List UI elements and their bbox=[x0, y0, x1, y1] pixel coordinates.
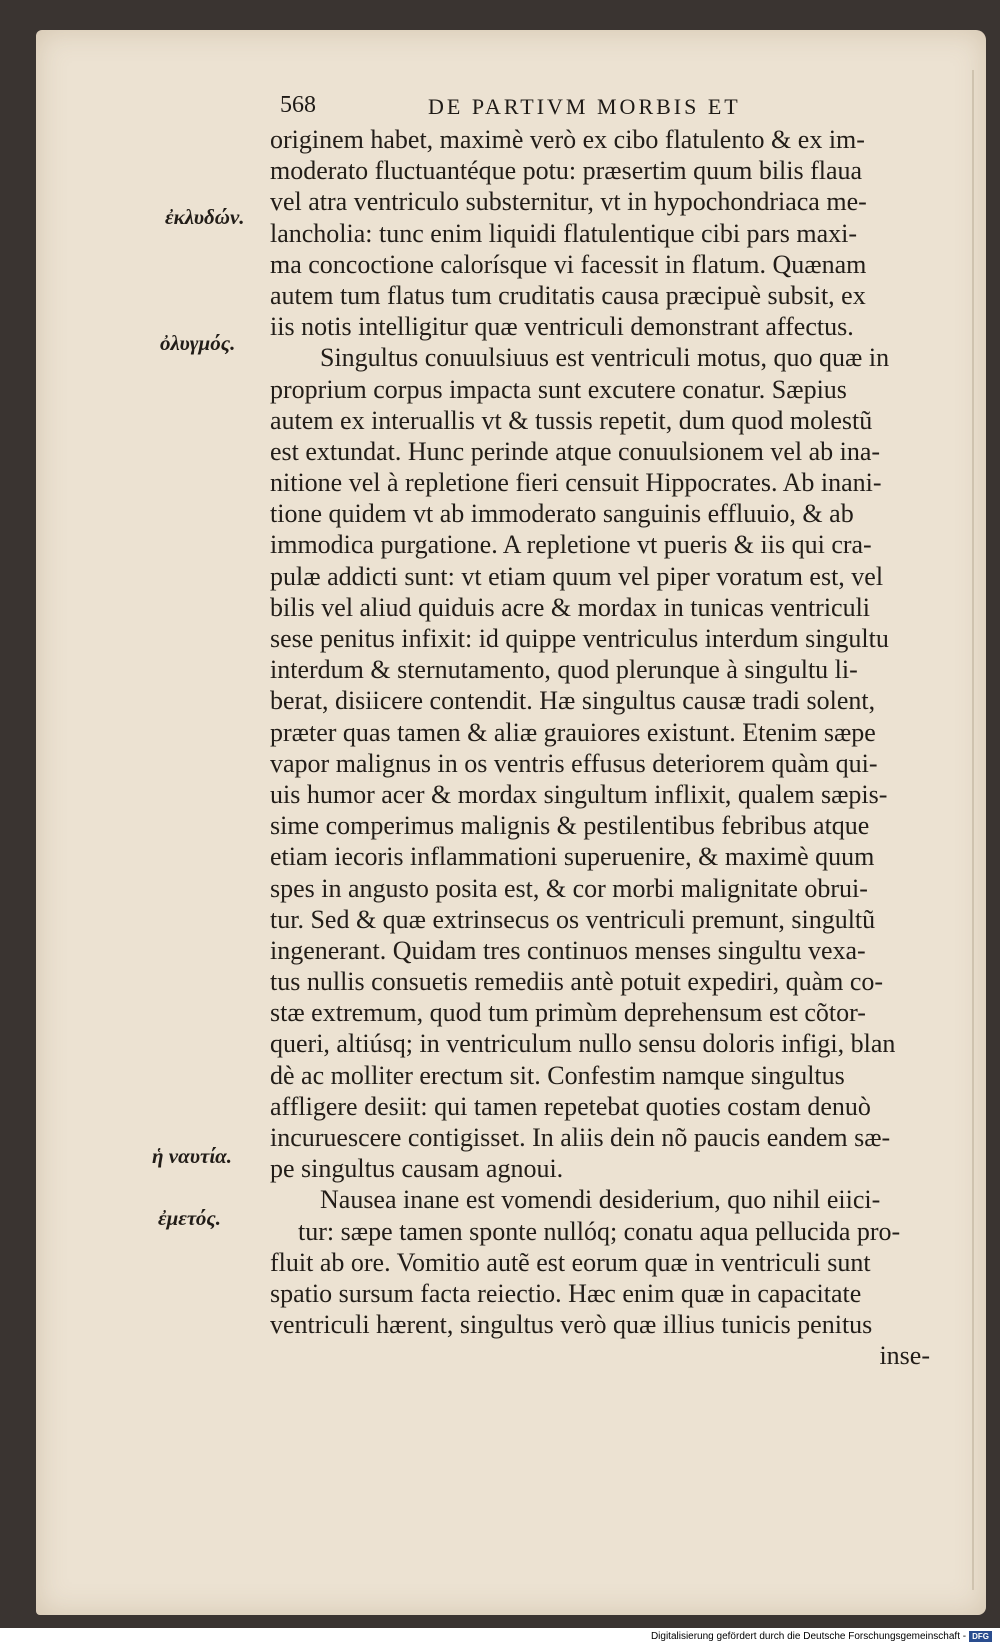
text-line: est extundat. Hunc perinde atque conuulsionem vel ab ina- bbox=[270, 436, 881, 466]
margin-note-nausea: ἡ ναυτία. bbox=[152, 1144, 233, 1168]
text-line: affligere desiit: qui tamen repetebat quoties costam denuò bbox=[270, 1091, 871, 1121]
page-number: 568 bbox=[280, 92, 316, 118]
text-line: fluit ab ore. Vomitio autẽ est eorum quæ in ventriculi sunt bbox=[270, 1247, 871, 1277]
text-line: Nausea inane est vomendi desiderium, quo nihil eiici- bbox=[320, 1185, 881, 1215]
text-line: tur. Sed & quæ extrinsecus os ventriculi premunt, singultũ bbox=[270, 904, 876, 934]
catchword: inse- bbox=[879, 1341, 930, 1371]
digitization-footer bbox=[651, 1629, 992, 1643]
text-line: spes in angusto posita est, & cor morbi malignitate obrui- bbox=[270, 873, 868, 903]
text-line: pulæ addicti sunt: vt etiam quum vel piper voratum est, vel bbox=[270, 561, 884, 591]
text-line: iis notis intelligitur quæ ventriculi demonstrant affectus. bbox=[270, 312, 854, 342]
footer-text: Digitalisierung gefördert durch die Deutsche Forschungsgemeinschaft - bbox=[650, 1630, 967, 1642]
text-line: queri, altiúsq; in ventriculum nullo sensu doloris infigi, blan bbox=[270, 1029, 896, 1059]
text-line: sese penitus infixit: id quippe ventriculus interdum singultu bbox=[270, 624, 889, 653]
text-line: spatio sursum facta reiectio. Hæc enim quæ in capacitate bbox=[270, 1278, 862, 1308]
text-line: dè ac molliter erectum sit. Confestim namque singultus bbox=[270, 1060, 845, 1090]
text-line: pe singultus causam agnoui. bbox=[270, 1154, 564, 1184]
text-line: moderato fluctuantéque potu: præsertim quum bilis flaua bbox=[270, 156, 863, 186]
margin-note-olygmos: ὀλυγμός. bbox=[160, 331, 236, 355]
dfg-logo: DFG bbox=[969, 1631, 992, 1642]
text-line: vel atra ventriculo substernitur, vt in hypochondriaca me- bbox=[270, 187, 867, 217]
text-line: autem tum flatus tum cruditatis causa præcipuè subsit, ex bbox=[270, 280, 866, 310]
page-edge bbox=[972, 70, 974, 1590]
text-line: incuruescere contigisset. In aliis dein nõ paucis eandem sæ- bbox=[270, 1123, 891, 1152]
text-line: tur: sæpe tamen sponte nullóq; conatu aqua pellucida pro- bbox=[298, 1216, 901, 1246]
text-line: originem habet, maximè verò ex cibo flatulento & ex im- bbox=[270, 125, 865, 154]
text-line: etiam iecoris inflammationi superuenire, & maximè quum bbox=[270, 842, 875, 872]
text-line: stæ extremum, quod tum primùm deprehensum est cõtor- bbox=[270, 998, 866, 1028]
running-head bbox=[280, 92, 920, 122]
running-title: DE PARTIVM MORBIS ET bbox=[428, 94, 741, 119]
margin-note-emetos: ἐμετός. bbox=[158, 1206, 222, 1230]
text-line: berat, disiicere contendit. Hæ singultus causæ tradi solent, bbox=[270, 686, 876, 716]
text-line: præter quas tamen & aliæ grauiores existunt. Etenim sæpe bbox=[270, 717, 876, 747]
text-line: immodica purgatione. A repletione vt pueris & iis qui cra- bbox=[270, 530, 872, 560]
text-line: uis humor acer & mordax singultum inflixit, qualem sæpis- bbox=[270, 779, 888, 809]
text-line: ingenerant. Quidam tres continuos menses singultu vexa- bbox=[270, 935, 866, 965]
text-line: proprium corpus impacta sunt excutere conatur. Sæpius bbox=[270, 374, 847, 404]
text-line: ma concoctione calorísque vi facessit in flatum. Quænam bbox=[270, 249, 867, 279]
text-line: nitione vel à repletione fieri censuit Hippocrates. Ab inani- bbox=[270, 468, 882, 498]
margin-note-ekludon: ἐκλυδών. bbox=[165, 205, 245, 229]
text-line: lancholia: tunc enim liquidi flatulentique cibi pars maxi- bbox=[270, 218, 858, 248]
text-line: autem ex interuallis vt & tussis repetit, dum quod molestũ bbox=[270, 405, 873, 435]
text-line: vapor malignus in os ventris effusus deteriorem quàm qui- bbox=[270, 748, 878, 778]
text-line: bilis vel aliud quiduis acre & mordax in tunicas ventriculi bbox=[270, 592, 871, 622]
text-line: ventriculi hærent, singultus verò quæ illius tunicis penitus bbox=[270, 1310, 873, 1340]
text-line: Singultus conuulsiuus est ventriculi motus, quo quæ in bbox=[320, 343, 890, 373]
text-line: tione quidem vt ab immoderato sanguinis effluuio, & ab bbox=[270, 499, 854, 529]
body-text bbox=[270, 124, 940, 1372]
text-line: interdum & sternutamento, quod plerunque à singultu li- bbox=[270, 655, 858, 685]
text-line: tus nullis consuetis remediis antè potuit expediri, quàm co- bbox=[270, 967, 884, 997]
text-line: sime comperimus malignis & pestilentibus febribus atque bbox=[270, 811, 870, 841]
